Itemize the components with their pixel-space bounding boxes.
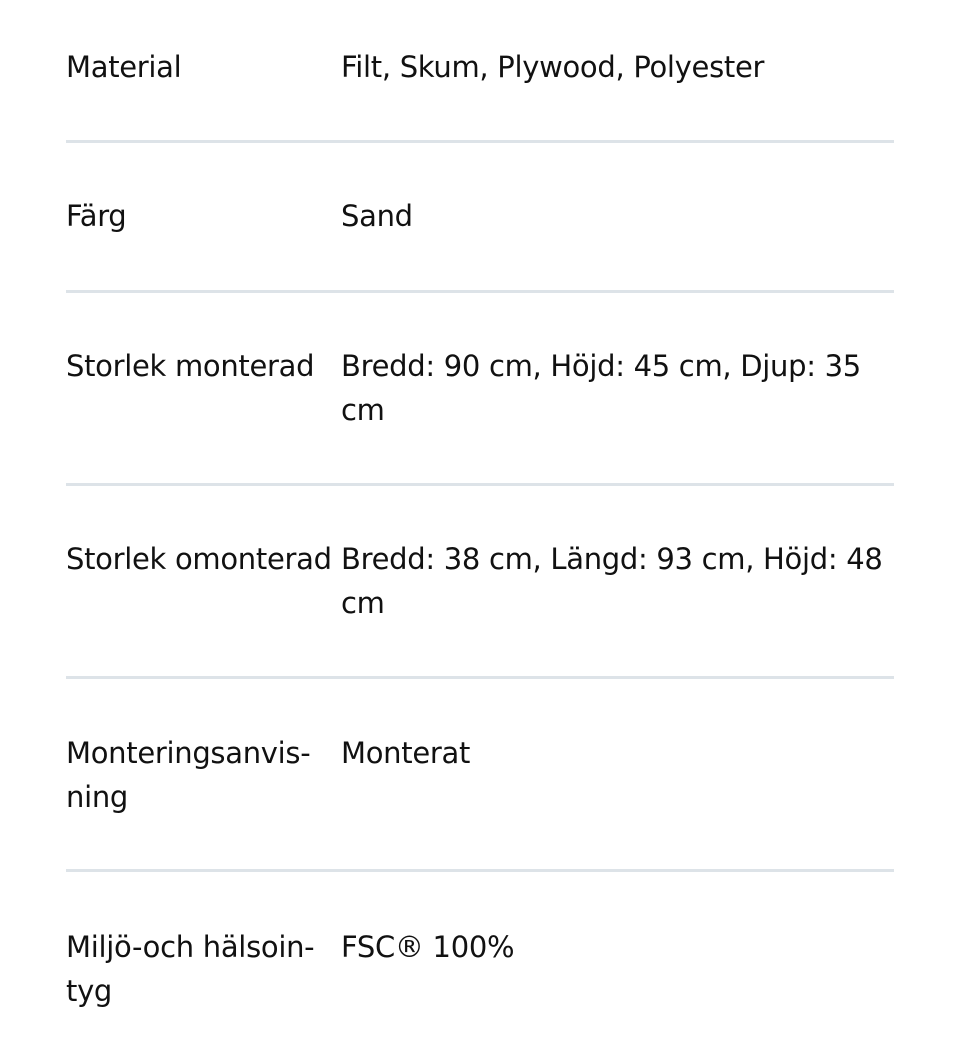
spec-label: Storlek omonterad: [66, 542, 332, 576]
spec-label: Monteringsanvis- ning: [66, 736, 311, 814]
spec-label: Miljö-och hälsoin- tyg: [66, 930, 315, 1008]
row-divider: [66, 676, 894, 679]
row-divider: [66, 140, 894, 143]
row-divider: [66, 483, 894, 486]
spec-label: Storlek monterad: [66, 349, 315, 383]
row-divider: [66, 869, 894, 872]
spec-value: Monterat: [341, 736, 471, 770]
spec-value: Sand: [341, 199, 413, 233]
spec-value: Filt, Skum, Plywood, Polyester: [341, 50, 765, 84]
spec-value: FSC® 100%: [341, 930, 515, 964]
spec-value: Bredd: 90 cm, Höjd: 45 cm, Djup: 35 cm: [341, 349, 861, 427]
row-divider: [66, 290, 894, 293]
spec-label: Färg: [66, 199, 127, 233]
spec-value: Bredd: 38 cm, Längd: 93 cm, Höjd: 48 cm: [341, 542, 883, 620]
spec-label: Material: [66, 50, 182, 84]
